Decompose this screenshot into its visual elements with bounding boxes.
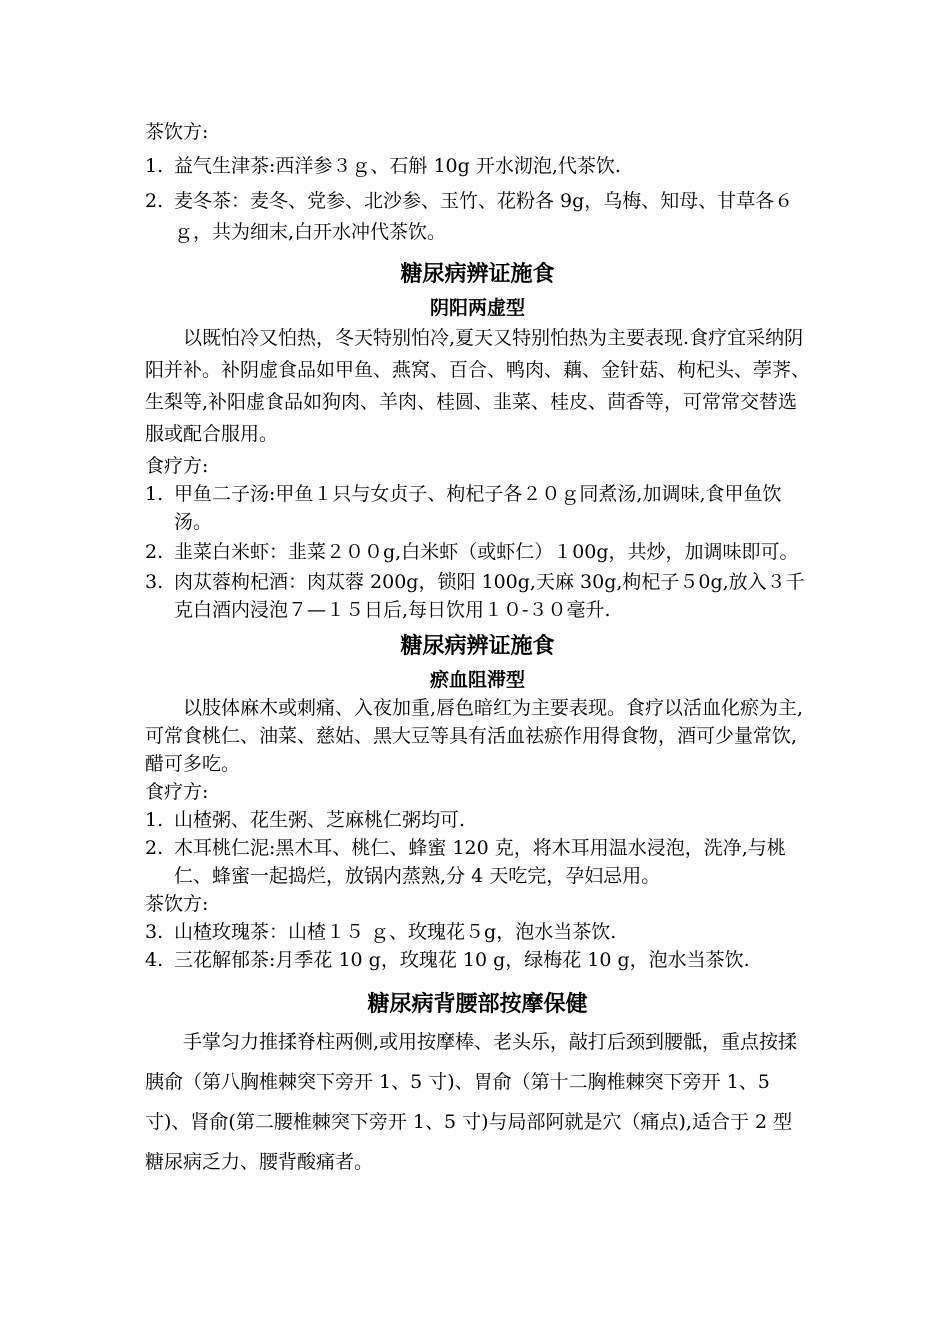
diet-label: 食疗方:: [145, 781, 209, 803]
section-intro: 以肢体麻木或刺痛、入夜加重,唇色暗红为主要表现。食疗以活血化瘀为主,可常食桃仁、油菜、慈姑、黑大豆等具有活血祛瘀作用得食物，酒可少量常饮,醋可多吃。: [145, 697, 804, 775]
list-item: [145, 918, 810, 946]
list-number: 4.: [145, 949, 164, 971]
section-body: 手掌匀力推揉脊柱两侧,或用按摩棒、老头乐，敲打后颈到腰骶，重点按揉胰俞（第八胸椎棘突下旁开 1、5 寸)、胃俞（第十二胸椎棘突下旁开 1、5 寸)、肾俞(第二腰椎棘突下旁开 1、5 寸)与局部阿就是穴（痛点),适合于 2 型糖尿病乏力、腰背酸痛者。: [145, 1031, 798, 1173]
section-title: 糖尿病辨证施食: [400, 262, 555, 287]
list-item: [145, 806, 810, 834]
list-item: [145, 480, 810, 536]
list-text: 木耳桃仁泥:黑木耳、桃仁、蜂蜜 120 克，将木耳用温水浸泡，洗净,与桃仁、蜂蜜一起捣烂，放锅内蒸熟,分 4 天吃完，孕妇忌用。: [174, 837, 786, 887]
tea-label: 茶饮方:: [145, 121, 209, 143]
section-title: 糖尿病背腰部按摩保健: [367, 992, 588, 1017]
list-text: 三花解郁茶:月季花 10 g，玫瑰花 10 g，绿梅花 10 g，泡水当茶饮.: [174, 949, 750, 971]
list-number: 3.: [145, 571, 164, 593]
list-item: [145, 186, 810, 248]
list-item: [145, 538, 810, 566]
list-number: 2.: [145, 190, 164, 212]
section-intro: 以既怕冷又怕热，冬天特别怕冷,夏天又特别怕热为主要表现.食疗宜采纳阴阳并补。补阴虚食品如甲鱼、燕窝、百合、鸭肉、藕、金针菇、枸杞头、荸荠、生梨等,补阳虚食品如狗肉、羊肉、桂圆、韭菜、桂皮、茴香等，可常常交替选服或配合服用。: [145, 327, 811, 445]
list-number: 1.: [145, 809, 164, 831]
list-item: [145, 152, 810, 180]
list-text: 韭菜白米虾：韭菜２００g,白米虾（或虾仁）１00g，共炒，加调味即可。: [174, 541, 799, 563]
list-number: 2.: [145, 837, 164, 859]
list-text: 麦冬茶：麦冬、党参、北沙参、玉竹、花粉各 9g，乌梅、知母、甘草各６ｇ，共为细末,白开水冲代茶饮。: [174, 190, 794, 243]
list-item: [145, 834, 810, 890]
list-text: 益气生津茶:西洋参３ｇ、石斛 10g 开水沏泡,代茶饮.: [174, 155, 621, 177]
section-subtitle: 阴阳两虚型: [429, 297, 525, 319]
list-number: 3.: [145, 921, 164, 943]
section-subtitle: 瘀血阻滞型: [429, 669, 525, 691]
list-text: 甲鱼二子汤:甲鱼１只与女贞子、枸杞子各２０ｇ同煮汤,加调味,食甲鱼饮汤。: [174, 483, 782, 533]
list-item: [145, 946, 810, 974]
list-text: 山楂玫瑰茶：山楂１５ ｇ、玫瑰花５g，泡水当茶饮.: [174, 921, 617, 943]
list-number: 1.: [145, 483, 164, 505]
list-text: 肉苁蓉枸杞酒：肉苁蓉 200g，锁阳 100g,天麻 30g,枸杞子５0g,放入３千克白酒内浸泡７—１５日后,每日饮用１０-３０毫升.: [174, 571, 805, 621]
diet-label: 食疗方:: [145, 455, 209, 477]
list-text: 山楂粥、花生粥、芝麻桃仁粥均可.: [174, 809, 466, 831]
list-number: 1.: [145, 155, 164, 177]
tea-label: 茶饮方:: [145, 893, 209, 915]
list-number: 2.: [145, 541, 164, 563]
list-item: [145, 568, 810, 624]
section-title: 糖尿病辨证施食: [400, 634, 555, 659]
document-page: [145, 118, 810, 1182]
